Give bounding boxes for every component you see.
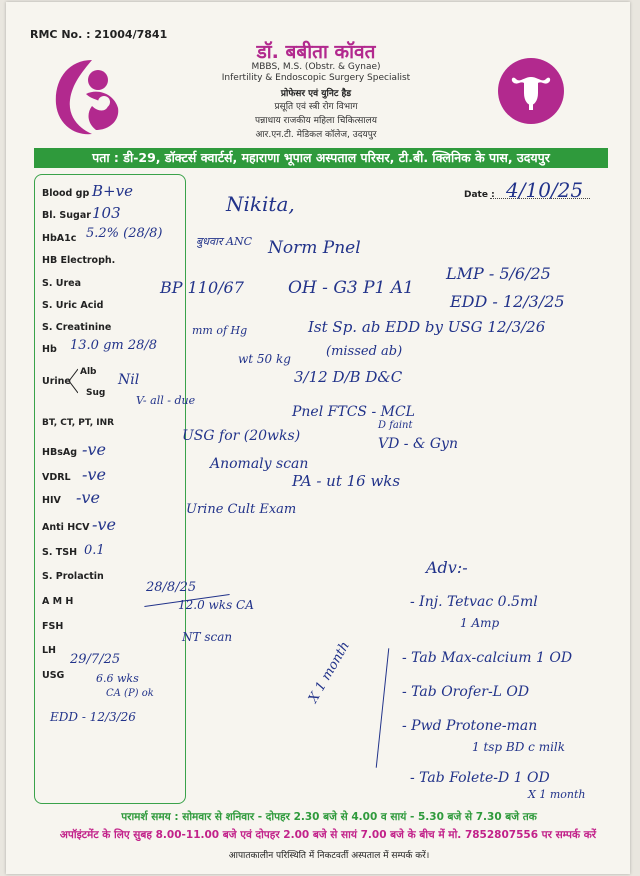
label-vdrl: VDRL — [42, 472, 71, 483]
hw-rx-4b: 1 tsp BD c milk — [472, 740, 566, 754]
college-name: आर.एन.टी. मेडिकल कॉलेज, उदयपुर — [255, 130, 377, 140]
hw-usg-date: 29/7/25 — [70, 652, 121, 667]
label-bt-ct: BT, CT, PT, INR — [42, 418, 115, 428]
hospital-name: पन्नाधाय राजकीय महिला चिकित्सालय — [255, 116, 377, 126]
hw-blood-group: B+ve — [92, 182, 133, 200]
doctor-degrees: MBBS, M.S. (Obstr. & Gynae) — [251, 62, 381, 72]
hw-duration-2: X 1 month — [528, 788, 586, 801]
doctor-name: डॉ. बबीता कॉवत — [256, 41, 376, 63]
hw-urine: Nil — [118, 372, 140, 388]
consultation-hours: परामर्श समय : सोमवार से शनिवार - दोपहर 2.30 बजे से 4.00 व सायं - 5.30 बजे से 7.30 बजे तक — [121, 811, 537, 823]
hw-fetal: Pnel FTCS - MCL — [292, 404, 415, 420]
hw-hb: 13.0 gm 28/8 — [70, 338, 158, 353]
hw-rx-1b: 1 Amp — [460, 616, 500, 630]
hw-first-sp-ab: Ist Sp. ab EDD by USG 12/3/26 — [308, 318, 546, 336]
hw-vd: VD - & Gyn — [378, 436, 458, 452]
hw-vitals: V- all - due — [136, 394, 196, 407]
hw-hbsag: -ve — [82, 440, 106, 459]
label-hba1c: HbA1c — [42, 233, 77, 244]
hw-bp: BP 110/67 — [160, 278, 244, 297]
hw-usg-edd: EDD - 12/3/26 — [50, 710, 136, 724]
doctor-specialty: Infertility & Endoscopic Surgery Specialist — [221, 73, 411, 83]
hw-dc: 3/12 D/B D&C — [294, 368, 403, 386]
label-hb-electroph: HB Electroph. — [42, 255, 116, 266]
hw-lmp: LMP - 5/6/25 — [446, 264, 551, 283]
hw-missed-ab: (missed ab) — [326, 344, 403, 359]
date-label: Date : — [464, 190, 495, 200]
hw-anti-hcv: -ve — [92, 515, 116, 534]
appointment-info: अपॉइंटमेंट के लिए सुबह 8.00-11.00 बजे एवं दोपहर 2.00 बजे से सायं 7.00 बजे के बीच में मो. 7852807556 पर सम्पर्क करें — [59, 829, 597, 841]
prescription-sheet — [6, 2, 630, 874]
hw-duration-1: X 1 month — [306, 639, 353, 706]
label-s-urea: S. Urea — [42, 278, 82, 289]
hw-bracket-line — [376, 648, 390, 767]
label-s-uric-acid: S. Uric Acid — [42, 300, 104, 311]
mother-child-logo — [48, 54, 134, 138]
hw-rx-2: - Tab Max-calcium 1 OD — [402, 650, 573, 666]
uterus-logo — [498, 58, 564, 124]
designation: प्रोफेसर एवं युनिट हैड — [280, 89, 352, 99]
emergency-note: आपातकालीन परिस्थिति में निकटवर्ती अस्पताल में सम्पर्क करें। — [228, 851, 430, 861]
label-s-creatinine: S. Creatinine — [42, 322, 112, 333]
hw-vdrl: -ve — [82, 465, 106, 484]
label-hbsag: HBsAg — [42, 447, 77, 458]
department: प्रसूति एवं स्त्री रोग विभाग — [274, 102, 358, 112]
hw-edd: EDD - 12/3/25 — [450, 292, 565, 311]
hw-sugar: 103 — [92, 204, 121, 222]
hw-usg-ca: CA (P) ok — [106, 688, 154, 699]
label-fsh: FSH — [42, 621, 64, 632]
hw-anomaly-scan: Anomaly scan — [210, 456, 309, 472]
hw-tsh: 0.1 — [84, 543, 105, 558]
hw-nt-scan: NT scan — [182, 630, 233, 644]
hw-hba1c: 5.2% (28/8) — [86, 226, 163, 241]
label-bl-sugar: Bl. Sugar — [42, 210, 91, 221]
hw-pa: PA - ut 16 wks — [292, 472, 401, 490]
label-lh: LH — [42, 645, 57, 656]
hw-date: 4/10/25 — [506, 178, 584, 202]
hw-patient-name: Nikita, — [226, 192, 295, 216]
label-amh: A M H — [42, 596, 74, 607]
label-usg: USG — [42, 670, 65, 681]
urine-bracket — [68, 368, 78, 394]
label-blood-gp: Blood gp — [42, 188, 90, 199]
label-hiv: HIV — [42, 495, 61, 506]
label-s-tsh: S. TSH — [42, 547, 78, 558]
address-band: पता : डी-29, डॉक्टर्स क्वार्टर्स, महाराणा भूपाल अस्पताल परिसर, टी.बी. क्लिनिक के पास, उदयपुर — [34, 148, 608, 168]
hw-mm-hg: mm of Hg — [192, 324, 248, 337]
label-sug: Sug — [86, 388, 106, 398]
label-urine: Urine — [42, 376, 71, 387]
label-alb: Alb — [80, 367, 97, 377]
label-hb: Hb — [42, 344, 57, 355]
label-s-prolactin: S. Prolactin — [42, 571, 104, 582]
hw-hiv: -ve — [76, 488, 100, 507]
hw-obstetric-history: OH - G3 P1 A1 — [288, 278, 414, 298]
hw-rx-1: - Inj. Tetvac 0.5ml — [410, 594, 538, 610]
hw-rx-4: - Pwd Protone-man — [402, 718, 538, 734]
hw-usg-plan: USG for (20wks) — [182, 428, 301, 444]
hw-advice: Adv:- — [426, 558, 468, 577]
hw-faint: D faint — [378, 420, 413, 431]
hw-scan-date: 28/8/25 — [146, 580, 197, 595]
rmc-number: RMC No. : 21004/7841 — [30, 28, 168, 41]
hw-rx-5: - Tab Folete-D 1 OD — [410, 770, 550, 786]
hw-rx-3: - Tab Orofer-L OD — [402, 684, 530, 700]
hw-norm: Norm Pnel — [268, 238, 361, 258]
hw-scan-weeks: 12.0 wks CA — [178, 598, 254, 612]
hw-urine-culture: Urine Cult Exam — [186, 502, 297, 517]
hw-anc: बुधवार ANC — [196, 235, 252, 248]
hw-weight: wt 50 kg — [238, 352, 291, 366]
label-anti-hcv: Anti HCV — [42, 522, 90, 533]
uterus-icon — [508, 71, 554, 111]
hw-usg-weeks: 6.6 wks — [96, 672, 139, 685]
